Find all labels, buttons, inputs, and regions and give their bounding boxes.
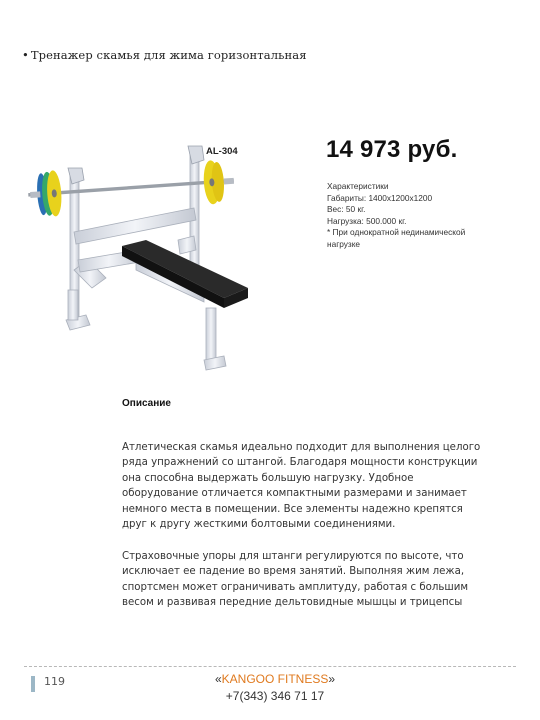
page-marker (31, 676, 35, 692)
footer-divider (24, 666, 516, 667)
company-name (200, 672, 350, 686)
page-title (22, 48, 307, 62)
specs-heading: Характеристики (327, 181, 389, 191)
spec-note: * При однократной нединамической (327, 227, 466, 238)
description-heading: Описание (122, 398, 171, 409)
bench-press-photo (28, 140, 308, 372)
paragraph-line: оборудование отличается компактными размерами и занимает (122, 488, 467, 500)
paragraph-line: она способна выдержать большую нагрузку. Удобное (122, 472, 414, 484)
paragraph-line: друг к другу жесткими болтовыми соединениями. (122, 519, 396, 531)
spec-note-cont: нагрузке (327, 238, 361, 249)
description-paragraph-2 (122, 549, 494, 611)
paragraph-line: немного места в помещении. Все элементы надежно крепятся (122, 503, 463, 515)
safety-hooks (68, 146, 204, 184)
paragraph-line: ряда упражнений со штангой. Благодаря мощности конструкции (122, 457, 478, 469)
title-text: Тренажер скамья для жима горизонтальная (30, 48, 307, 62)
paragraph-line: Страховочные упоры для штанги регулируются по высоте, что (122, 551, 464, 562)
paragraph-line: весом и развивая передние дельтовидные мышцы и трицепсы (122, 597, 463, 609)
brand-name: KANGOO FITNESS (221, 672, 329, 686)
company-phone: +7(343) 346 71 17 (225, 689, 325, 703)
paragraph-line: спортсмен может ограничивать амплитуду, работая с большим (122, 581, 469, 593)
title-bullet: • (22, 48, 29, 62)
spec-weight: Вес: 50 кг. (327, 204, 366, 215)
quote-open: « (214, 672, 222, 686)
paragraph-line: исключает ее падение во время занятий. Выполняя жим лежа, (122, 566, 465, 578)
page-number: 119 (44, 675, 65, 688)
product-specs (327, 181, 517, 251)
left-plates (29, 170, 63, 218)
description-paragraph-1 (122, 440, 494, 532)
spec-load: Нагрузка: 500.000 кг. (327, 215, 407, 226)
product-price: 14 973 руб. (326, 136, 458, 163)
quote-close: » (328, 672, 336, 686)
right-plates (202, 159, 235, 205)
spec-dimensions: Габариты: 1400х1200х1200 (327, 192, 433, 203)
paragraph-line: Атлетическая скамья идеально подходит для выполнения целого (122, 442, 481, 453)
model-label: AL-304 (206, 146, 238, 157)
